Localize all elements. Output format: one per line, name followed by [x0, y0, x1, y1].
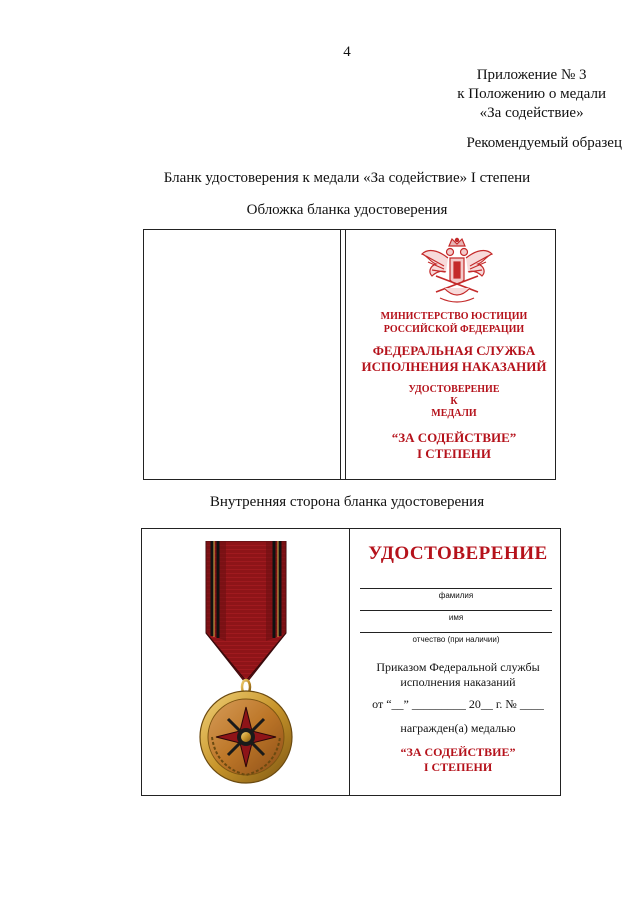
surname-label: фамилия [438, 591, 474, 600]
cover-cert-line-1: УДОСТОВЕРЕНИЕ [408, 384, 500, 395]
annex-line-2: к Положению о медали [457, 86, 606, 102]
cover-cert-line-2: К [450, 396, 458, 407]
name-label: имя [448, 613, 464, 622]
inner-section-title: Внутренняя сторона бланка удостоверения [209, 494, 485, 510]
service-line-1: ФЕДЕРАЛЬНАЯ СЛУЖБА [372, 343, 536, 358]
page-number: 4 [343, 44, 351, 60]
cover-medal-line-1: “ЗА СОДЕЙСТВИЕ” [391, 430, 517, 445]
ministry-line-1: МИНИСТЕРСТВО ЮСТИЦИИ [380, 311, 528, 322]
cover-section-title: Обложка бланка удостоверения [246, 202, 448, 218]
cover-medal-line-2: I СТЕПЕНИ [416, 446, 492, 461]
blank-title: Бланк удостоверения к медали «За содействие» I степени [163, 170, 531, 186]
inner-medal-line-2: I СТЕПЕНИ [423, 760, 493, 774]
inner-spine [349, 528, 350, 796]
order-line-2: исполнения наказаний [400, 675, 516, 689]
cover-spine [340, 229, 346, 480]
inner-certificate-title: УДОСТОВЕРЕНИЕ [368, 543, 548, 564]
inner-medal-name [354, 745, 562, 775]
certificate-cover [143, 229, 556, 480]
annex-header [457, 66, 606, 123]
order-line-1: Приказом Федеральной службы [376, 660, 540, 674]
ministry-heading [354, 310, 554, 336]
annex-line-1: Приложение № 3 [476, 67, 587, 83]
inner-medal-line-1: “ЗА СОДЕЙСТВИЕ” [400, 745, 516, 759]
awarded-text: награжден(а) медалью [400, 721, 516, 735]
cover-certificate-heading [354, 384, 554, 420]
annex-line-3: «За содействие» [479, 105, 584, 121]
name-line [360, 610, 552, 611]
certificate-inner-side [141, 528, 561, 796]
cover-medal-name [354, 430, 554, 462]
service-heading [354, 343, 554, 375]
surname-line [360, 588, 552, 589]
patronymic-label: отчество (при наличии) [412, 635, 500, 644]
medal-icon [182, 541, 310, 787]
patronymic-line [360, 632, 552, 633]
fsin-emblem-icon [416, 236, 498, 306]
order-date-line: от “__” _________ 20__ г. № ____ [372, 697, 544, 711]
cover-cert-line-3: МЕДАЛИ [431, 408, 477, 419]
order-text [354, 660, 562, 690]
ministry-line-2: РОССИЙСКОЙ ФЕДЕРАЦИИ [383, 324, 525, 335]
service-line-2: ИСПОЛНЕНИЯ НАКАЗАНИЙ [361, 359, 547, 374]
recommended-sample-label: Рекомендуемый образец [466, 135, 622, 151]
